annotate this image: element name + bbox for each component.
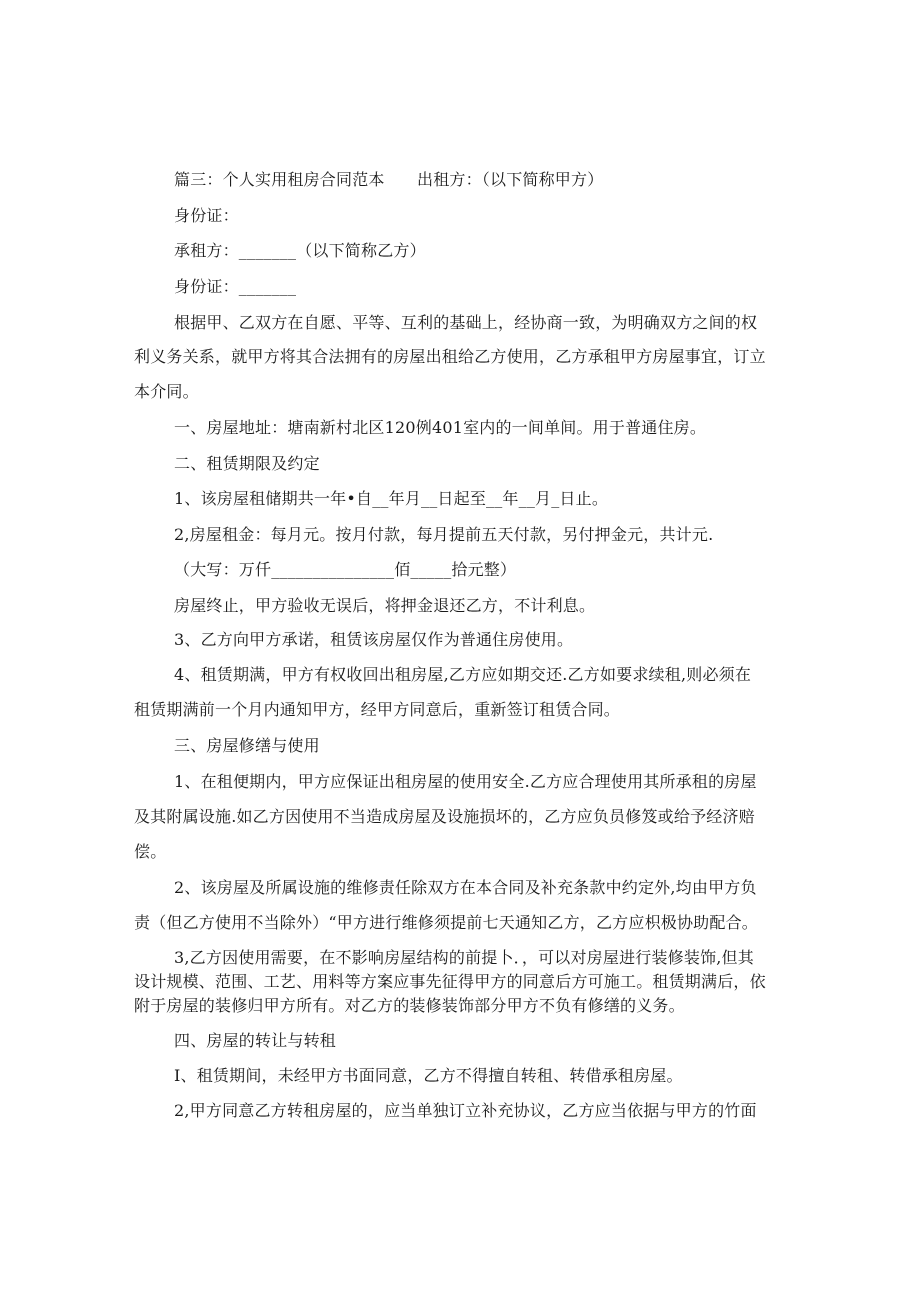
preamble-line-3: 本介同。 — [134, 382, 199, 401]
section-2-heading: 二、租赁期限及约定 — [174, 454, 320, 473]
clause-3-1-line-2: 及其附属设施.如乙方因使用不当造成房屋及设施损坏的，乙方应负员修笈或给予经济赔 — [134, 807, 755, 826]
clause-3-2-line-1: 2、该房屋及所属设施的维修责任除双方在本合同及补充条款中约定外,均由甲方负 — [174, 878, 757, 897]
clause-3-2-line-2: 责（但乙方使用不当除外）“甲方进行维修须提前七天通知乙方，乙方应枳极协助配合。 — [134, 913, 758, 932]
clause-2-4-line-2: 租赁期满前一个月内通知甲方，经甲方同意后，重新签订租赁合同。 — [134, 700, 621, 719]
section-1-address: 一、房屋地址：塘南新村北区120例401室内的一间单间。用于普通住房。 — [174, 418, 707, 437]
clause-2-2-deposit: 房屋终止，甲方验收无误后，将押金退还乙方，不计利息。 — [174, 596, 596, 615]
section-3-heading: 三、房屋修缮与使用 — [174, 736, 320, 755]
clause-2-4-line-1: 4、租赁期满，甲方有权收回出租房屋,乙方应如期交还.乙方如要求续租,则必须在 — [174, 665, 752, 684]
section-4-heading: 四、房屋的转让与转租 — [174, 1031, 337, 1050]
heading-title-line: 篇三：个人实用租房合同范本 出租方：（以下简称甲方） — [174, 170, 604, 189]
clause-2-2-uppercase: （大写：万仟_______________佰_____拾元整） — [174, 560, 517, 579]
clause-4-1: I、租赁期间，未经甲方书面同意，乙方不得擅自转租、转借承租房屋。 — [174, 1066, 683, 1085]
clause-3-3-line-3: 附于房屋的装修归甲方所有。对乙方的装修装饰部分甲方不负有修缮的义务。 — [134, 996, 685, 1015]
tenant-id-line: 身份证：_______ — [174, 277, 297, 296]
tenant-line: 承租方：_______（以下简称乙方） — [174, 241, 426, 260]
clause-2-2: 2,房屋租金：每月元。按月付款，每月提前五天付款，另付押金元，共计元. — [174, 525, 714, 544]
clause-3-1-line-3: 偿。 — [134, 842, 167, 861]
preamble-line-2: 利义务关系，就甲方将其合法拥有的房屋出租给乙方使用，乙方承租甲方房屋事宜，订立 — [134, 347, 766, 366]
clause-3-3-line-1: 3,乙方因使用需要，在不影响房屋结构的前提卜．，可以对房屋进行装修装饰,但其 — [174, 948, 754, 967]
clause-2-3: 3、乙方向甲方承诺，租赁该房屋仅作为普通住房使用。 — [174, 630, 574, 649]
landlord-id-line: 身份证： — [174, 206, 239, 225]
clause-3-1-line-1: 1、在租便期内，甲方应保证出租房屋的使用安全.乙方应合理使用其所承租的房屋 — [174, 772, 757, 791]
clause-2-1: 1、该房屋租储期共一年•自__年月__日起至__年__月_日止。 — [174, 489, 609, 508]
preamble-line-1: 根据甲、乙双方在自愿、平等、互利的基础上，经协商一致，为明确双方之间的权 — [174, 313, 758, 332]
clause-3-3-line-2: 设计规模、范围、工艺、用料等方案应事先征得甲方的同意后方可施工。租赁期满后，依 — [134, 972, 766, 991]
clause-4-2-line-1: 2,甲方同意乙方转租房屋的，应当单独订立补充协议，乙方应当依据与甲方的竹面 — [174, 1101, 757, 1120]
